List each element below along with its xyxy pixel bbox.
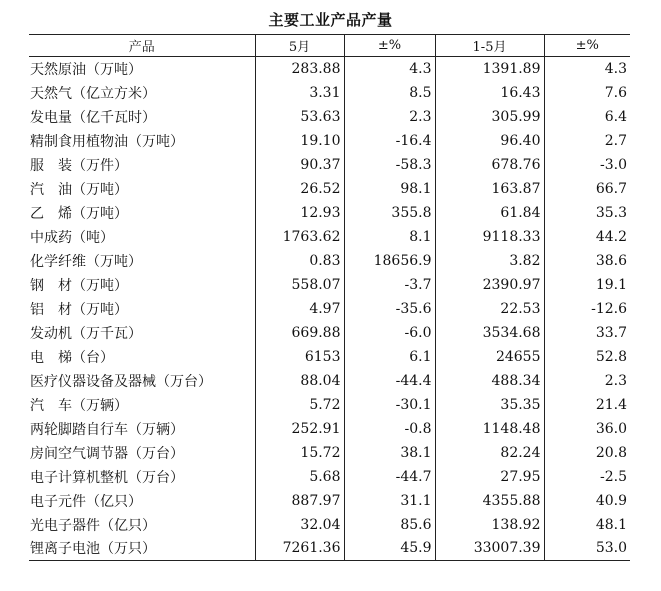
table-row [29, 153, 630, 177]
jan-may-change: 6.4 [544, 105, 630, 129]
jan-may-change: -12.6 [544, 297, 630, 321]
may-change: 2.3 [344, 105, 435, 129]
may-output: 252.91 [255, 417, 344, 441]
header-may-change: ±% [344, 35, 435, 57]
jan-may-output: 27.95 [435, 465, 544, 489]
may-change: 38.1 [344, 441, 435, 465]
table-row [29, 513, 630, 537]
may-output: 1763.62 [255, 225, 344, 249]
may-change: 8.1 [344, 225, 435, 249]
product-name: 光电子器件（亿只） [30, 517, 156, 534]
may-output: 12.93 [255, 201, 344, 225]
table-row [29, 465, 630, 489]
jan-may-output: 2390.97 [435, 273, 544, 297]
may-change: -6.0 [344, 321, 435, 345]
jan-may-output: 305.99 [435, 105, 544, 129]
jan-may-change: 2.3 [544, 369, 630, 393]
jan-may-change: 52.8 [544, 345, 630, 369]
may-output: 3.31 [255, 81, 344, 105]
product-name: 精制食用植物油（万吨） [30, 133, 184, 150]
may-output: 32.04 [255, 513, 344, 537]
header-jan-may-change: ±% [544, 35, 630, 57]
may-change: 18656.9 [344, 249, 435, 273]
product-name: 发电量（亿千瓦时） [30, 109, 156, 126]
product-name: 电子计算机整机（万台） [30, 469, 184, 486]
table-row [29, 489, 630, 513]
may-output: 5.68 [255, 465, 344, 489]
product-name: 铝 材（万吨） [30, 301, 128, 318]
product-name: 天然气（亿立方米） [30, 85, 156, 102]
header-row [29, 35, 630, 57]
jan-may-change: 33.7 [544, 321, 630, 345]
may-change: 6.1 [344, 345, 435, 369]
may-output: 19.10 [255, 129, 344, 153]
jan-may-change: 19.1 [544, 273, 630, 297]
jan-may-output: 16.43 [435, 81, 544, 105]
may-change: -44.4 [344, 369, 435, 393]
table-title: 主要工业产品产量 [268, 11, 393, 29]
jan-may-output: 82.24 [435, 441, 544, 465]
product-name: 医疗仪器设备及器械（万台） [30, 373, 212, 390]
may-output: 7261.36 [255, 537, 344, 561]
header-product: 产品 [29, 35, 255, 57]
may-output: 15.72 [255, 441, 344, 465]
table-row [29, 393, 630, 417]
jan-may-change: 21.4 [544, 393, 630, 417]
may-change: -0.8 [344, 417, 435, 441]
jan-may-change: 44.2 [544, 225, 630, 249]
product-name: 锂离子电池（万只） [29, 537, 255, 561]
jan-may-output: 9118.33 [435, 225, 544, 249]
product-name: 两轮脚踏自行车（万辆） [30, 421, 184, 438]
table-row [29, 321, 630, 345]
may-change: -30.1 [344, 393, 435, 417]
jan-may-output: 35.35 [435, 393, 544, 417]
table-row [29, 129, 630, 153]
product-name: 发动机（万千瓦） [30, 325, 142, 342]
jan-may-output: 1391.89 [435, 57, 544, 81]
table-row [29, 273, 630, 297]
table-row [29, 417, 630, 441]
may-output: 669.88 [255, 321, 344, 345]
table-row [29, 249, 630, 273]
product-name: 房间空气调节器（万台） [30, 445, 184, 462]
may-output: 0.83 [255, 249, 344, 273]
jan-may-change: 53.0 [544, 537, 630, 561]
jan-may-change: -2.5 [544, 465, 630, 489]
jan-may-output: 3534.68 [435, 321, 544, 345]
may-change: 8.5 [344, 81, 435, 105]
table-row [29, 225, 630, 249]
may-output: 558.07 [255, 273, 344, 297]
jan-may-change: 40.9 [544, 489, 630, 513]
may-change: 45.9 [344, 537, 435, 561]
header-may: 5月 [255, 35, 344, 57]
jan-may-change: 4.3 [544, 57, 630, 81]
may-change: 4.3 [344, 57, 435, 81]
may-change: -58.3 [344, 153, 435, 177]
product-name: 钢 材（万吨） [30, 277, 128, 294]
table-row [29, 177, 630, 201]
may-change: 98.1 [344, 177, 435, 201]
may-output: 5.72 [255, 393, 344, 417]
product-name: 中成药（吨） [30, 229, 114, 246]
table-row [29, 441, 630, 465]
jan-may-output: 33007.39 [435, 537, 544, 561]
product-name: 电 梯（台） [30, 349, 114, 366]
product-name: 电子元件（亿只） [30, 493, 142, 510]
jan-may-change: 36.0 [544, 417, 630, 441]
table-body [29, 57, 630, 561]
may-output: 26.52 [255, 177, 344, 201]
jan-may-output: 138.92 [435, 513, 544, 537]
product-name: 化学纤维（万吨） [30, 253, 142, 270]
jan-may-output: 163.87 [435, 177, 544, 201]
may-change: -16.4 [344, 129, 435, 153]
table-row [29, 81, 630, 105]
jan-may-change: 66.7 [544, 177, 630, 201]
may-output: 283.88 [255, 57, 344, 81]
jan-may-output: 3.82 [435, 249, 544, 273]
may-change: 31.1 [344, 489, 435, 513]
jan-may-output: 4355.88 [435, 489, 544, 513]
jan-may-output: 22.53 [435, 297, 544, 321]
table-row [29, 537, 630, 561]
may-change: 85.6 [344, 513, 435, 537]
may-change: 355.8 [344, 201, 435, 225]
product-name: 服 装（万件） [30, 157, 128, 174]
table-row [29, 297, 630, 321]
may-output: 53.63 [255, 105, 344, 129]
jan-may-change: -3.0 [544, 153, 630, 177]
table-row [29, 105, 630, 129]
jan-may-output: 24655 [435, 345, 544, 369]
jan-may-output: 61.84 [435, 201, 544, 225]
jan-may-change: 38.6 [544, 249, 630, 273]
jan-may-output: 678.76 [435, 153, 544, 177]
table-row [29, 57, 630, 81]
jan-may-change: 2.7 [544, 129, 630, 153]
may-output: 887.97 [255, 489, 344, 513]
may-output: 88.04 [255, 369, 344, 393]
jan-may-change: 35.3 [544, 201, 630, 225]
table-row [29, 369, 630, 393]
may-output: 4.97 [255, 297, 344, 321]
header-jan-may: 1-5月 [435, 35, 544, 57]
product-name: 汽 油（万吨） [30, 181, 128, 198]
jan-may-change: 48.1 [544, 513, 630, 537]
may-change: -3.7 [344, 273, 435, 297]
may-change: -44.7 [344, 465, 435, 489]
product-name: 天然原油（万吨） [30, 61, 142, 78]
jan-may-change: 20.8 [544, 441, 630, 465]
production-table [29, 34, 630, 561]
product-name: 汽 车（万辆） [30, 397, 128, 414]
jan-may-output: 96.40 [435, 129, 544, 153]
may-output: 90.37 [255, 153, 344, 177]
may-output: 6153 [255, 345, 344, 369]
product-name: 乙 烯（万吨） [30, 205, 128, 222]
jan-may-change: 7.6 [544, 81, 630, 105]
table-row [29, 345, 630, 369]
table-row [29, 201, 630, 225]
jan-may-output: 1148.48 [435, 417, 544, 441]
jan-may-output: 488.34 [435, 369, 544, 393]
may-change: -35.6 [344, 297, 435, 321]
